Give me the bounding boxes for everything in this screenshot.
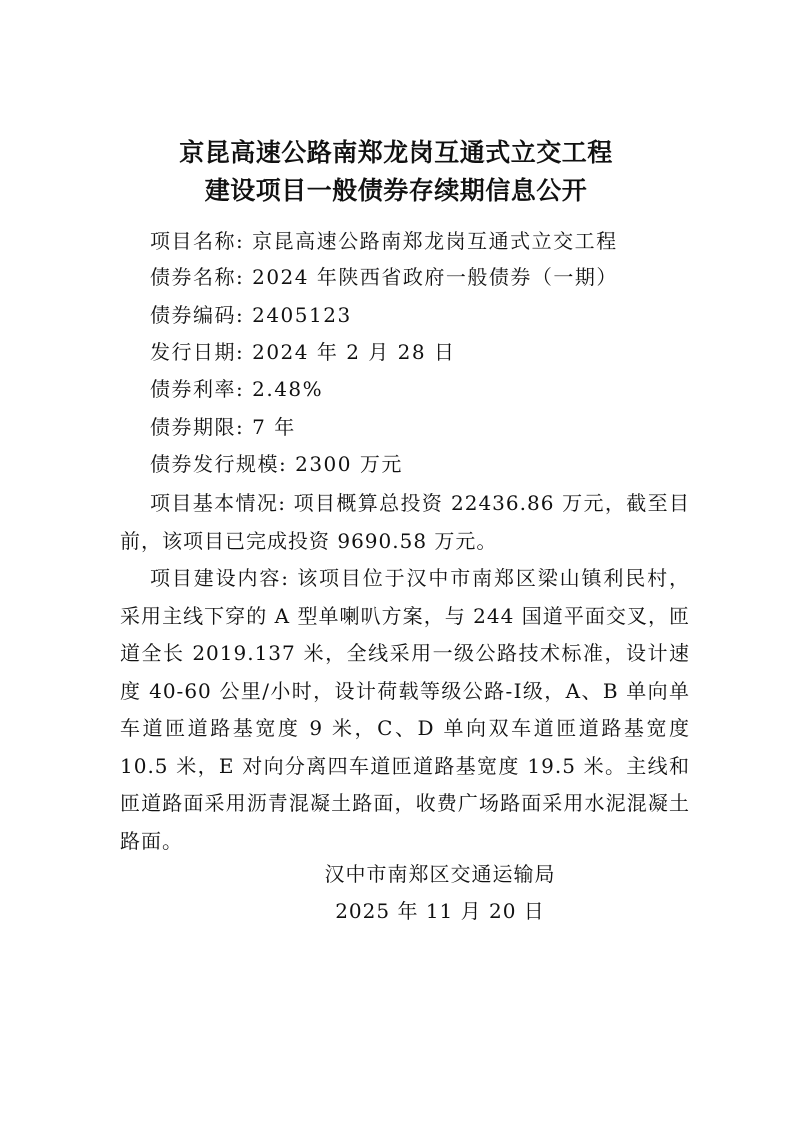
signature-date: 2025 年 11 月 20 日 — [335, 899, 545, 923]
document-title-line-2: 建设项目一般债券存续期信息公开 — [204, 176, 588, 205]
paragraph-basic-info: 项目基本情况: 项目概算总投资 22436.86 万元，截至目前，该项目已完成投资 9690.58 万元。 — [120, 491, 690, 553]
field-label: 发行日期: — [150, 340, 245, 364]
field-label: 债券名称: — [150, 265, 245, 289]
document-title-line-1: 京昆高速公路南郑龙岗互通式立交工程 — [179, 138, 613, 167]
field-bond-code — [150, 301, 352, 329]
field-term — [150, 413, 296, 441]
field-project-name — [150, 227, 618, 255]
field-value: 7 年 — [252, 415, 296, 439]
field-issue-scale — [150, 450, 403, 478]
signature-organization: 汉中市南郑区交通运输局 — [324, 862, 556, 886]
field-interest-rate — [150, 375, 323, 403]
field-issue-date — [150, 338, 455, 366]
field-label: 债券利率: — [150, 377, 245, 401]
field-value: 2405123 — [252, 303, 352, 327]
paragraph-construction: 项目建设内容: 该项目位于汉中市南郑区梁山镇利民村，采用主线下穿的 A 型单喇叭方案，与 244 国道平面交叉，匝道全长 2019.137 米，全线采用一级公路技术标准，设计速度 40-60 公里/小时，设计荷载等级公路-Ⅰ级，A、B 单向单车道匝道路基宽度 9 米，C、D 单向双车道匝道路基宽度 10.5 米，E 对向分离四车道匝道路基宽度 19.5 米。主线和匝道路面采用沥青混凝土路面，收费广场路面采用水泥混凝土路面。 — [120, 566, 690, 853]
field-label: 项目名称: — [150, 229, 245, 253]
field-label: 债券编码: — [150, 303, 245, 327]
field-label: 债券发行规模: — [150, 452, 288, 476]
field-bond-name — [150, 263, 618, 291]
field-value: 2024 年 2 月 28 日 — [252, 340, 456, 364]
field-value: 2300 万元 — [295, 452, 403, 476]
field-label: 债券期限: — [150, 415, 245, 439]
field-value: 2024 年陕西省政府一般债券（一期） — [252, 265, 618, 289]
field-value: 京昆高速公路南郑龙岗互通式立交工程 — [252, 229, 618, 253]
field-value: 2.48% — [252, 377, 324, 401]
